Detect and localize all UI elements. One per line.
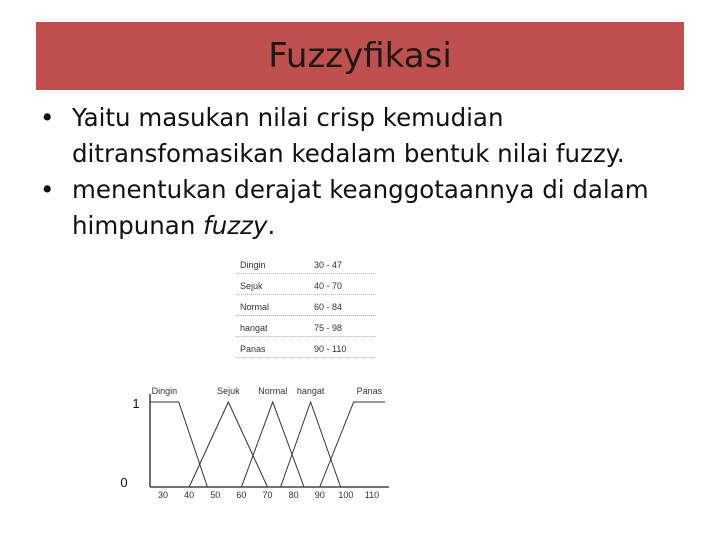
bullet-list [40,100,700,244]
series-label: Panas [356,386,383,396]
series-line-sejuk [189,402,267,487]
range-row-divider [236,336,376,337]
range-name: hangat [240,323,268,333]
series-label: Sejuk [217,386,240,396]
range-row [236,344,376,358]
range-row [236,302,376,316]
bullet-text: Yaitu masukan nilai crisp kemudian ditransfomasikan kedalam bentuk nilai fuzzy. [72,103,625,168]
range-row [236,323,376,337]
series-line-panas [320,402,385,487]
x-tick-label: 80 [288,490,299,500]
slide-title: Fuzzyfikasi [268,36,452,76]
range-row [236,260,376,274]
x-tick-label: 110 [364,490,380,500]
range-value: 60 - 84 [314,302,343,312]
title-bar [36,22,684,90]
series-line-hangat [281,402,341,487]
series-label: hangat [296,386,325,396]
range-table [236,260,376,362]
range-name: Dingin [240,260,266,270]
bullet-item [40,100,700,172]
range-row-divider [236,273,376,274]
range-row-divider [236,294,376,295]
x-tick-label: 50 [210,490,221,500]
range-row-divider [236,315,376,316]
x-tick-label: 60 [236,490,247,500]
range-value: 30 - 47 [314,260,343,270]
x-tick-label: 30 [158,490,169,500]
range-value: 75 - 98 [314,323,343,333]
x-tick-label: 100 [338,490,354,500]
y-tick-label: 1 [132,396,140,411]
range-value: 90 - 110 [314,344,347,354]
range-name: Normal [240,302,270,312]
bullet-dot: • [40,175,55,204]
bullet-dot: • [40,103,55,132]
bullet-text: fuzzy [203,211,268,240]
range-value: 40 - 70 [314,281,343,291]
bullet-item [40,172,700,244]
bullet-text: . [267,211,276,240]
x-tick-label: 90 [314,490,325,500]
x-tick-label: 40 [184,490,195,500]
series-label: Dingin [151,386,178,396]
series-line-dingin [150,402,207,487]
y-tick-label: 0 [120,475,128,490]
x-tick-label: 70 [262,490,273,500]
membership-chart-svg [110,372,400,504]
range-name: Panas [240,344,266,354]
range-row-divider [236,357,376,358]
series-line-normal [241,402,304,487]
range-name: Sejuk [240,281,263,291]
series-label: Normal [258,386,288,396]
bullet-text: menentukan derajat keanggotaannya di dalam himpunan [72,175,649,240]
range-row [236,281,376,295]
membership-chart [110,372,400,504]
